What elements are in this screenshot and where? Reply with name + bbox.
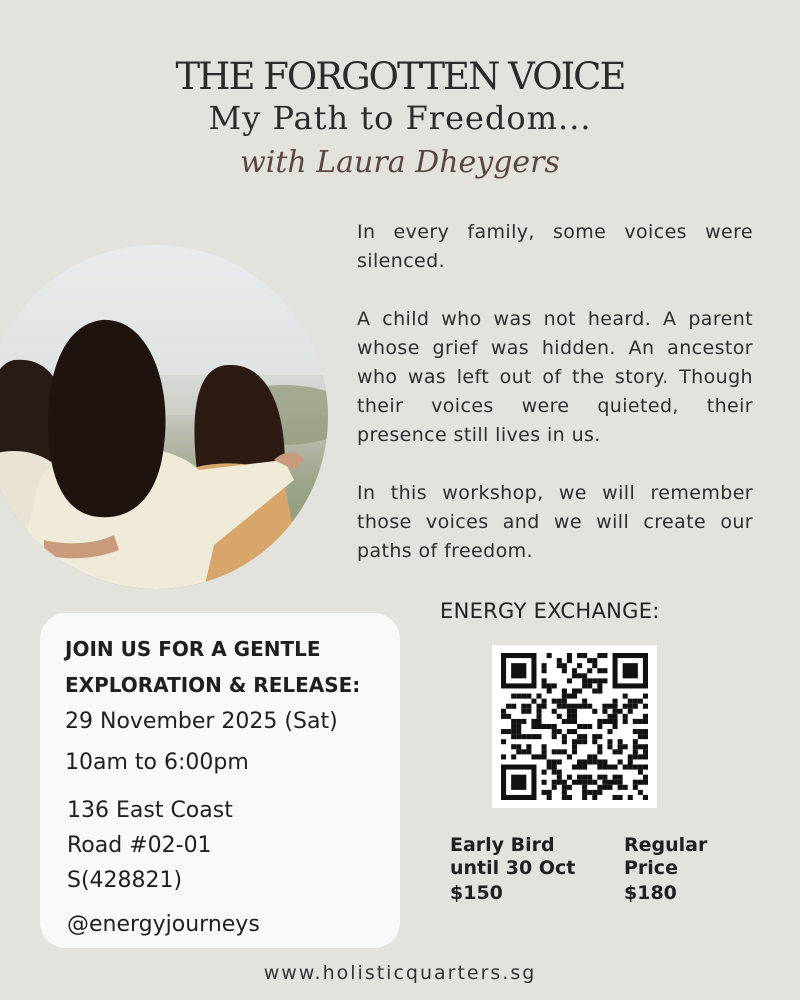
qr-code-pattern <box>501 653 648 800</box>
social-handle[interactable]: @energyjourneys <box>67 912 260 937</box>
early-bird-price <box>450 834 575 905</box>
event-subtitle: My Path to Freedom... <box>208 99 592 137</box>
intro-text <box>357 218 753 595</box>
details-heading <box>65 631 395 703</box>
energy-exchange-heading: ENERGY EXCHANGE: <box>440 599 660 623</box>
women-embracing-photo <box>0 245 328 589</box>
address-line-2: Road #02-01 <box>67 833 212 858</box>
regular-price <box>624 834 707 905</box>
qr-code-icon[interactable] <box>492 645 657 808</box>
early-bird-label-1: Early Bird <box>450 834 555 856</box>
regular-amount: $180 <box>624 882 677 904</box>
regular-label-1: Regular <box>624 834 708 856</box>
event-time: 10am to 6:00pm <box>65 750 249 775</box>
regular-label-2: Price <box>624 857 678 879</box>
details-heading-line-2: EXPLORATION & RELEASE: <box>65 673 361 697</box>
event-host: with Laura Dheygers <box>240 145 560 180</box>
address-line-1: 136 East Coast <box>67 798 233 823</box>
website-link[interactable]: www.holisticquarters.sg <box>263 962 537 984</box>
early-bird-label-2: until 30 Oct <box>450 857 576 879</box>
details-heading-line-1: JOIN US FOR A GENTLE <box>65 637 321 661</box>
event-details-card <box>40 613 400 948</box>
event-date: 29 November 2025 (Sat) <box>65 709 338 734</box>
intro-paragraph-2: A child who was not heard. A parent whose grief was hidden. An ancestor who was left out of the story. Though their voices were quieted, their presence still lives in us. <box>357 308 753 446</box>
event-title: THE FORGOTTEN VOICE <box>175 55 625 98</box>
photo-illustration <box>0 245 328 589</box>
intro-paragraph-3: In this workshop, we will remember those voices and we will create our paths of freedom. <box>357 482 753 562</box>
intro-paragraph-1: In every family, some voices were silenced. <box>357 221 753 272</box>
address-line-3: S(428821) <box>67 868 183 893</box>
early-bird-amount: $150 <box>450 882 503 904</box>
